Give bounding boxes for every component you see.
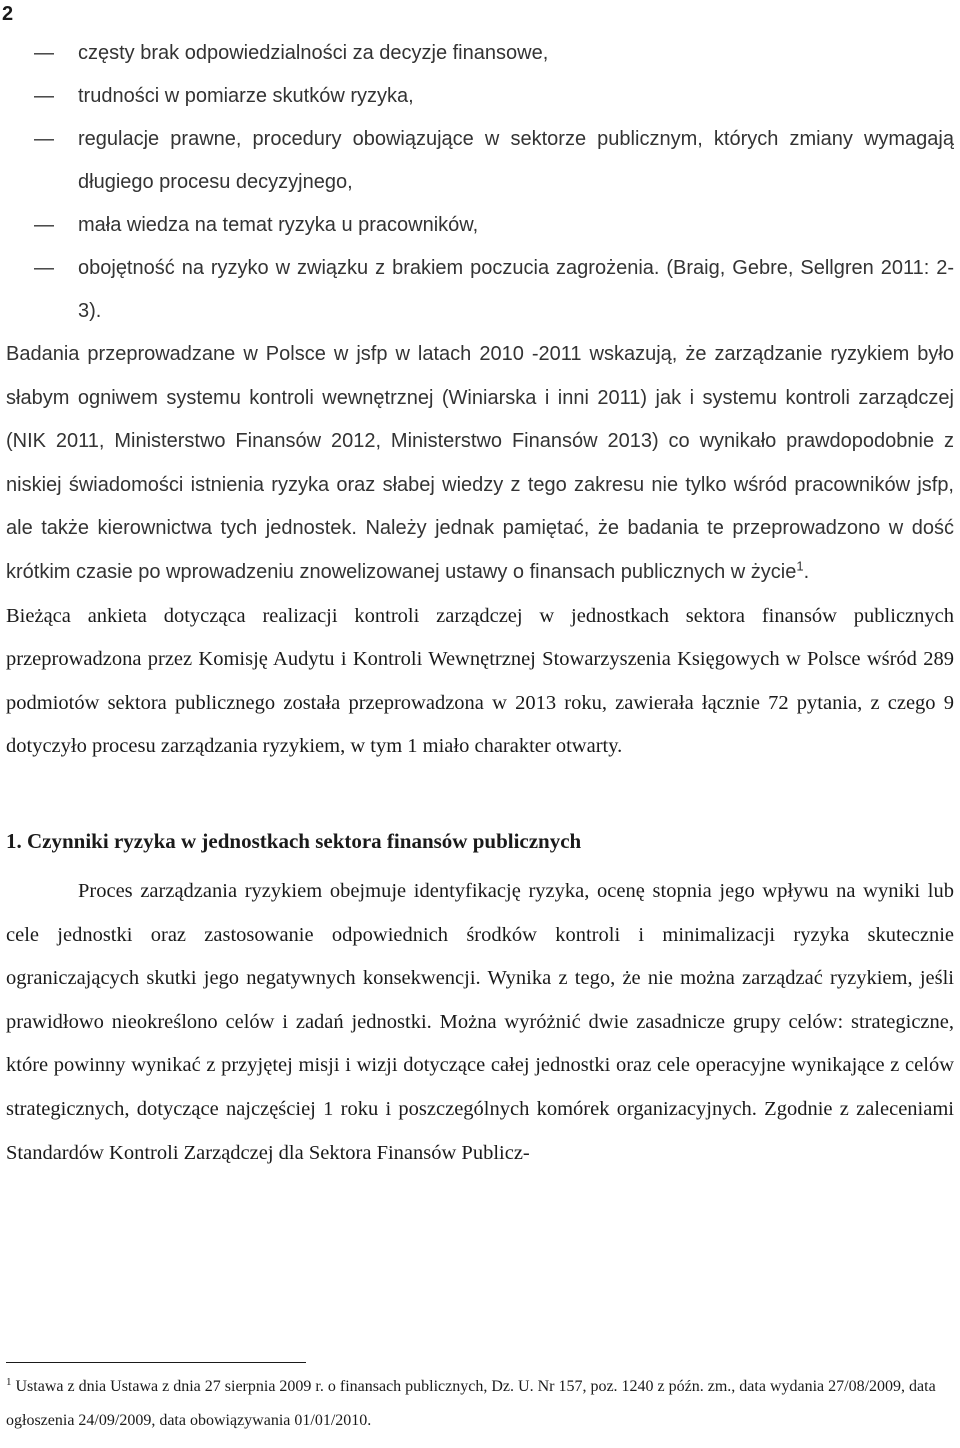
footnote-divider [6, 1362, 306, 1363]
paragraph-risk-process: Proces zarządzania ryzykiem obejmuje identyfikację ryzyka, ocenę stopnia jego wpływu na wyniki lub cele jednostki oraz zastosowanie odpowiednich środków kontroli i minimalizacji ryzyka skutecznie ograniczających skutki jego negatywnych konsekwencji. Wynika z tego, że nie można zarządzać ryzykiem, jeśli prawidłowo nieokreślono celów i zadań jednostki. Można wyróżnić dwie zasadnicze grupy celów: strategiczne, które powinny wynikać z przyjętej misji i wizji dotyczące całej jednostki oraz cele operacyjne wynikające z celów strategicznych, dotyczące najczęściej 1 roku i poszczególnych komórek organizacyjnych. Zgodnie z zaleceniami Standardów Kontroli Zarządczej dla Sektora Finansów Publicz- [6, 879, 954, 1164]
paragraph-end: . [803, 560, 810, 583]
risk-factor-list [6, 32, 954, 333]
list-item-text: mała wiedza na temat ryzyka u pracowników, [78, 214, 479, 236]
list-item [6, 75, 954, 118]
dash-bullet: — [34, 257, 54, 279]
dash-bullet: — [34, 85, 54, 107]
page-number: 2 [2, 3, 14, 25]
list-item [6, 118, 954, 204]
footnote-number: 1 [6, 1375, 12, 1388]
paragraph-research-poland [6, 333, 954, 595]
paragraph-text: Badania przeprowadzane w Polsce w jsfp w latach 2010 -2011 wskazują, że zarządzanie ryzykiem było słabym ogniwem systemu kontroli wewnętrznej (Winiarska i inni 2011) jak i systemu kontroli zarządczej (NIK 2011, Ministerstwo Finansów 2012, Ministerstwo Finansów 2013) co wynikało prawdopodobnie z niskiej świadomości istnienia ryzyka oraz słabej wiedzy z tego zakresu nie tylko wśród pracowników jsfp, ale także kierownictwa tych jednostek. Należy jednak pamiętać, że badania te przeprowadzono w dość krótkim czasie po wprowadzeniu znowelizowanej ustawy o finansach publicznych w życie [6, 343, 954, 583]
dash-bullet: — [34, 128, 54, 150]
list-item-text: regulacje prawne, procedury obowiązujące w sektorze publicznym, których zmiany wymagają długiego procesu decyzyjnego, [78, 128, 954, 193]
dash-bullet: — [34, 214, 54, 236]
list-item-text: obojętność na ryzyko w związku z brakiem poczucia zagrożenia. (Braig, Gebre, Sellgren 2011: 2-3). [78, 257, 954, 322]
footnote [6, 1370, 954, 1438]
footnote-reference: 1 [796, 558, 804, 574]
section-heading: 1. Czynniki ryzyka w jednostkach sektora finansów publicznych [6, 828, 582, 853]
list-item [6, 204, 954, 247]
list-item [6, 32, 954, 75]
page-content [6, 32, 954, 1175]
paragraph-survey: Bieżąca ankieta dotycząca realizacji kontroli zarządczej w jednostkach sektora finansów publicznych przeprowadzona przez Komisję Audytu i Kontroli Wewnętrznej Stowarzyszenia Księgowych w Polsce wśród 289 podmiotów sektora publicznego została przeprowadzona w 2013 roku, zawierała łącznie 72 pytania, z czego 9 dotyczyło procesu zarządzania ryzykiem, w tym 1 miało charakter otwarty. [6, 604, 954, 758]
list-item-text: częsty brak odpowiedzialności za decyzje finansowe, [78, 42, 549, 64]
list-item [6, 247, 954, 333]
list-item-text: trudności w pomiarze skutków ryzyka, [78, 85, 414, 107]
dash-bullet: — [34, 42, 54, 64]
footnote-text: Ustawa z dnia Ustawa z dnia 27 sierpnia 2009 r. o finansach publicznych, Dz. U. Nr 157, poz. 1240 z późn. zm., data wydania 27/08/2009, data ogłoszenia 24/09/2009, data obowiązywania 01/01/2010. [6, 1378, 936, 1429]
